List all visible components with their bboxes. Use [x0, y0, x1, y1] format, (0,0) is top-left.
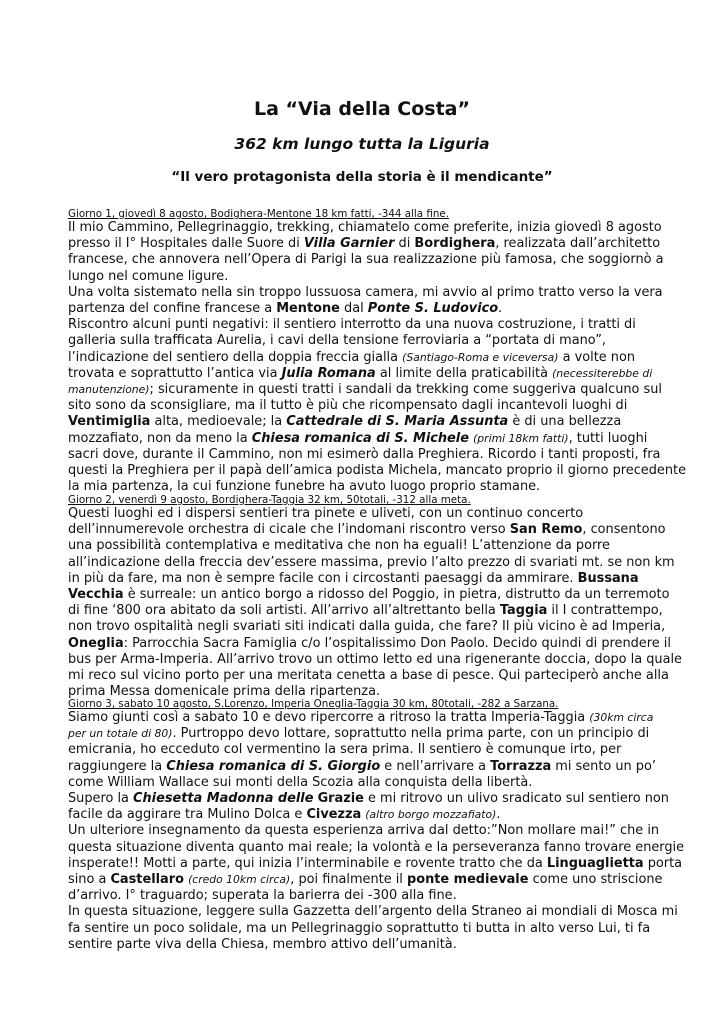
text-line — [68, 775, 668, 791]
text-run: Riscontro alcuni punti negativi: il sentiero interrotto da una nuova costruzione, i tratti di — [68, 317, 636, 333]
text-run: galleria sulla trafficata Aurelia, i cavi della tensione ferroviaria a “portata di mano”, — [68, 333, 607, 349]
day-3-section — [68, 698, 685, 953]
text-run: bus per Arma-Imperia. All’arrivo trovo un ottimo letto ed una rigenerante doccia, dopo la quale — [68, 651, 682, 667]
text-run: Una volta sistemato nella sin troppo lussuosa camera, mi avvio al primo tratto verso la vera — [68, 284, 663, 300]
text-line — [68, 554, 675, 571]
text-line — [68, 350, 668, 366]
text-run: trovata e soprattutto l’antica via — [68, 365, 282, 381]
text-run: all’indicazione della freccia dev’essere massima, previo l’alto prezzo di svariati mt. se non km — [68, 554, 675, 570]
text-run: alta, medioevale; la — [150, 414, 287, 430]
document-quote: “Il vero protagonista della storia è il mendicante” — [171, 169, 553, 185]
text-line — [68, 571, 668, 587]
emphasis-run: (necessiterebbe di — [552, 366, 653, 380]
text-run: insperate!! Motti a parte, qui inizia l’interminabile e rovente tratto che da — [68, 855, 547, 871]
day-2-section — [68, 494, 682, 700]
text-run: prima Messa domenicale prima della ripartenza. — [68, 684, 381, 700]
text-run: partenza del confine francese a — [68, 301, 277, 317]
text-run: facile da aggirare tra Mulino Dolca e — [68, 807, 307, 823]
day-2-body — [68, 506, 682, 700]
text-run: in più da fare, ma non è sempre facile con i circostanti paesaggi da ammirare. — [68, 570, 578, 586]
document-title: La “Via della Costa” — [254, 98, 470, 120]
emphasis-run: Julia Romana — [281, 365, 376, 381]
document-subtitle: 362 km lungo tutta la Liguria — [234, 135, 490, 153]
emphasis-run: (altro borgo mozzafiato) — [365, 808, 497, 822]
text-run: Siamo giunti così a sabato 10 e devo ripercorre a ritroso la tratta Imperia-Taggia — [68, 710, 590, 725]
text-line — [68, 635, 671, 652]
emphasis-run: Vecchia — [68, 587, 124, 603]
day-1-body — [68, 220, 687, 495]
text-run: è di una bellezza — [508, 414, 622, 430]
text-run: mi reco sul vicino porto per una meritata cenetta a base di pesce. Qui parteciperò anche alla — [68, 668, 669, 684]
day-3-body — [68, 710, 685, 953]
text-run: d’arrivo. I° traguardo; superata la barierra dei -300 alla fine. — [68, 888, 457, 904]
text-line — [68, 301, 668, 317]
text-line — [68, 937, 668, 953]
text-line — [68, 921, 668, 937]
text-run: porta — [643, 855, 683, 871]
emphasis-run: Bussana — [577, 570, 639, 586]
emphasis-run: Villa Garnier — [303, 236, 395, 252]
emphasis-run: Linguaglietta — [546, 855, 644, 871]
text-run: , tutti luoghi — [568, 430, 648, 446]
text-line — [68, 807, 668, 823]
text-line — [68, 855, 683, 872]
text-line — [68, 603, 668, 619]
text-run: . Purtroppo devo lottare, soprattutto nella prima parte, con un principio di — [172, 726, 650, 742]
day-1-section — [68, 208, 687, 495]
text-line — [68, 236, 668, 252]
emphasis-run: Civezza — [306, 807, 362, 823]
text-line — [68, 285, 668, 301]
text-run: ; sicuramente in questi tratti i sandali da trekking come suggeriva qualcuno sul — [149, 382, 662, 398]
text-run: In questa situazione, leggere sulla Gazzetta dell’argento della Straneo ai mondiali di Mosca mi — [68, 904, 678, 920]
text-run: : Parrocchia Sacra Famiglia c/o l’ospitalissimo Don Paolo. Decido quindi di prendere il — [123, 635, 671, 651]
text-run: emicrania, ho ecceduto col vermentino la sera prima. Il sentiero è comunque irto, per — [68, 742, 622, 758]
text-run: è surreale: un antico borgo a ridosso del Poggio, in pietra, distrutto da un terremoto — [123, 587, 670, 603]
text-line — [68, 506, 668, 522]
emphasis-run: Torrazza — [490, 758, 552, 774]
text-run: una possibilità contemplativa e meditativa che non ha eguali! L’attenzione da porre — [68, 538, 610, 554]
text-line — [68, 414, 668, 430]
text-run: come uno striscione — [528, 872, 663, 888]
text-run: sito sono da sconsigliare, ma il tutto è più che ricompensato dagli incantevoli luoghi di — [68, 398, 628, 414]
text-run: il I contrattempo, — [547, 603, 663, 619]
text-line — [68, 269, 668, 285]
text-run: , realizzata dall’architetto — [495, 236, 661, 252]
emphasis-run: (primi 18km fatti) — [473, 431, 569, 445]
text-line — [68, 904, 678, 920]
emphasis-run: (Santiago-Roma e viceversa) — [402, 350, 559, 364]
day-3-header: Giorno 3, sabato 10 agosto, S.Lorenzo, Imperia Oneglia-Taggia 30 km, 80totali, -282 a Sarzana. — [68, 698, 559, 710]
text-line — [68, 220, 668, 236]
text-line — [68, 668, 668, 684]
text-run: come William Wallace sui monti della Scozia alla conquista della libertà. — [68, 774, 533, 790]
text-run: questa situazione diventa quanto mai reale; la volontà e la perseveranza fanno trovare energie — [68, 839, 685, 855]
text-run: Un ulteriore insegnamento da questa esperienza arriva dal detto:”Non mollare mai!” che in — [68, 823, 660, 839]
text-run: l’indicazione del sentiero della doppia freccia gialla — [68, 349, 403, 365]
text-line — [68, 619, 668, 635]
emphasis-run: Chiesetta Madonna delle — [133, 791, 314, 807]
emphasis-run: San Remo — [509, 522, 583, 538]
emphasis-run: per un totale di 80) — [68, 727, 173, 741]
text-run: francese, che annovera nell’Opera di Parigi la sua realizzazione più famosa, che soggiornò a — [68, 252, 664, 268]
emphasis-run: Grazie — [317, 791, 364, 807]
emphasis-run: Bordighera — [414, 236, 496, 252]
text-run: presso il I° Hospitales dalle Suore di — [68, 236, 304, 252]
text-run: Questi luoghi ed i dispersi sentieri tra pinete e uliveti, con un continuo concerto — [68, 506, 584, 521]
text-run: di — [394, 236, 415, 252]
text-line — [68, 587, 668, 603]
text-line — [68, 888, 668, 904]
text-line — [68, 823, 668, 839]
emphasis-run: manutenzione) — [68, 383, 150, 397]
text-line — [68, 431, 668, 447]
text-run: al limite della praticabilità — [375, 365, 553, 381]
emphasis-run: (credo 10km circa) — [188, 873, 291, 887]
text-run: sino a — [68, 872, 111, 888]
day-2-header: Giorno 2, venerdì 9 agosto, Bordighera-Taggia 32 km, 50totali, -312 alla meta. — [68, 494, 471, 506]
text-line — [68, 538, 668, 554]
emphasis-run: Castellaro — [110, 872, 184, 888]
text-line — [68, 398, 668, 414]
text-line — [68, 252, 668, 268]
text-run: raggiungere la — [68, 758, 167, 774]
text-run: mozzafiato, non da meno la — [68, 430, 252, 446]
text-line — [68, 651, 682, 668]
text-run: . — [498, 301, 503, 317]
emphasis-run: (30km circa — [589, 711, 654, 724]
emphasis-run: Chiesa romanica di S. Giorgio — [166, 758, 381, 774]
text-run: mi sento un po’ — [551, 758, 656, 774]
emphasis-run: Ponte S. Ludovico — [367, 301, 499, 317]
text-line — [68, 317, 668, 333]
text-run: lungo nel comune ligure. — [68, 268, 229, 284]
emphasis-run: Taggia — [499, 603, 548, 619]
emphasis-run: ponte medievale — [406, 872, 529, 888]
text-run: e nell’arrivare a — [380, 758, 491, 774]
text-line — [68, 333, 668, 349]
text-line — [68, 759, 668, 775]
text-line — [68, 447, 668, 463]
text-run: sentire parte viva della Chiesa, membro attivo dell’umanità. — [68, 936, 457, 952]
text-run: , consentono — [582, 522, 666, 538]
text-run: dell’innumerevole orchestra di cicale che l’indomani riscontro verso — [68, 522, 510, 538]
text-line — [68, 839, 685, 856]
text-line — [68, 742, 668, 758]
text-line — [68, 382, 668, 398]
text-run: a volte non — [558, 349, 636, 365]
text-run: di fine ‘800 ora abitato da soli artisti. All’arrivo all’altrettanto bella — [68, 603, 500, 619]
emphasis-run: Chiesa romanica di S. Michele — [251, 430, 469, 446]
text-run: non trovo ospitalità negli svariati siti indicati dalla guida, che fare? Il più vicino è ad Imperia, — [68, 619, 666, 635]
text-line — [68, 463, 687, 479]
text-run: Il mio Cammino, Pellegrinaggio, trekking, chiamatelo come preferite, inizia giovedì 8 agosto — [68, 220, 662, 235]
text-line — [68, 522, 668, 538]
emphasis-run: Oneglia — [68, 635, 124, 651]
text-run: questi la Preghiera per il papà dell’amica podista Michela, mancato proprio il giorno precedente — [68, 463, 687, 479]
text-line — [68, 366, 668, 382]
emphasis-run: Ventimiglia — [68, 414, 151, 430]
text-run: . — [496, 807, 501, 823]
text-line — [68, 726, 668, 742]
emphasis-run: Cattedrale di S. Maria Assunta — [286, 414, 509, 430]
text-run: Supero la — [68, 791, 134, 807]
text-run: , poi finalmente il — [290, 872, 407, 888]
text-line — [68, 710, 668, 726]
text-run: la mia partenza, la cui funzione funebre ha avuto luogo proprio stamane. — [68, 479, 541, 495]
emphasis-run: Mentone — [276, 301, 340, 317]
text-line — [68, 872, 668, 888]
text-run: dal — [339, 301, 368, 317]
text-run: e mi ritrovo un ulivo sradicato sul sentiero non — [363, 791, 669, 807]
text-line — [68, 791, 668, 807]
text-run: sacri dove, durante il Cammino, non mi esimerò dalla Preghiera. Ricordo i tanti proposti, fra — [68, 446, 661, 462]
day-1-header: Giorno 1, giovedì 8 agosto, Bodighera-Mentone 18 km fatti, -344 alla fine. — [68, 208, 449, 220]
text-run: fa sentire un poco solidale, ma un Pellegrinaggio soprattutto ti butta in alto verso Lui, ti fa — [68, 920, 651, 936]
